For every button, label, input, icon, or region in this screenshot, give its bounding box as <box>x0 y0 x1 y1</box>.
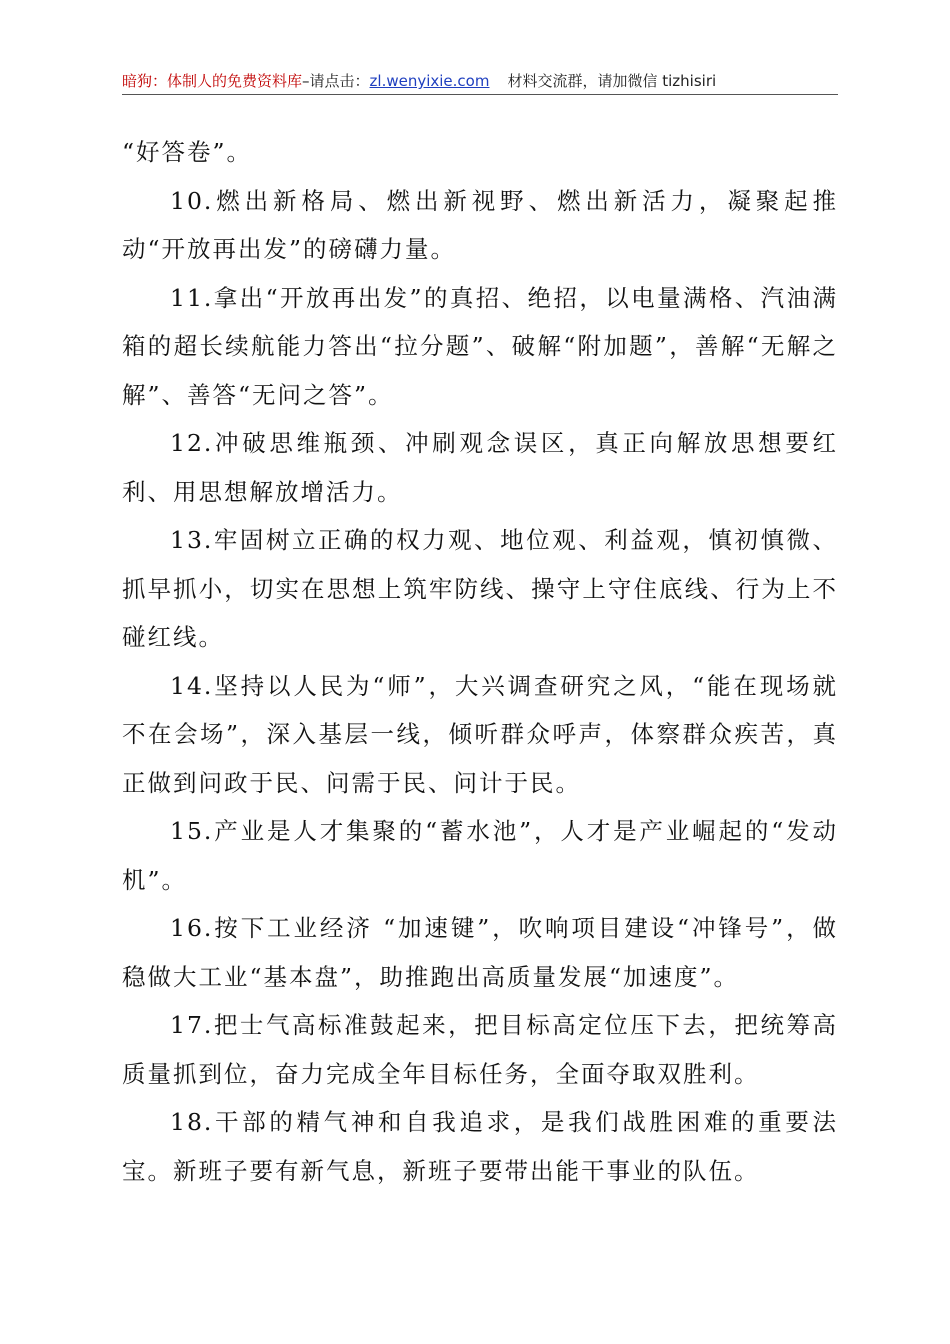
paragraph-item-15: 15.产业是人才集聚的“蓄水池”，人才是产业崛起的“发动机”。 <box>122 817 838 894</box>
paragraph-item-10: 10.燃出新格局、燃出新视野、燃出新活力，凝聚起推动“开放再出发”的磅礴力量。 <box>122 186 838 263</box>
paragraph-item-14: 14.坚持以人民为“师”，大兴调查研究之风，“能在现场就不在会场”，深入基层一线，倾听群众呼声，体察群众疾苦，真正做到问政于民、问需于民、问计于民。 <box>122 671 838 797</box>
paragraph-item-17: 17.把士气高标准鼓起来，把目标高定位压下去，把统筹高质量抓到位，奋力完成全年目标任务，全面夺取双胜利。 <box>122 1011 838 1088</box>
site-link[interactable]: zl.wenyixie.com <box>369 72 490 90</box>
paragraph-item-18: 18.干部的精气神和自我追求，是我们战胜困难的重要法宝。新班子要有新气息，新班子要带出能干事业的队伍。 <box>122 1108 838 1185</box>
paragraph-item-11: 11.拿出“开放再出发”的真招、绝招，以电量满格、汽油满箱的超长续航能力答出“拉分题”、破解“附加题”，善解“无解之解”、善答“无问之答”。 <box>122 283 838 409</box>
paragraph-continuation: “好答卷”。 <box>122 138 253 166</box>
document-body <box>122 128 838 1195</box>
click-prompt: –请点击： <box>302 72 370 90</box>
contact-text: 材料交流群，请加微信 tizhisiri <box>507 72 717 90</box>
page-header <box>122 70 838 95</box>
site-name: 暗狗：体制人的免费资料库 <box>122 72 303 90</box>
paragraph-item-12: 12.冲破思维瓶颈、冲刷观念误区，真正向解放思想要红利、用思想解放增活力。 <box>122 429 838 506</box>
paragraph-item-13: 13.牢固树立正确的权力观、地位观、利益观，慎初慎微、抓早抓小，切实在思想上筑牢防线、操守上守住底线、行为上不碰红线。 <box>122 526 838 651</box>
paragraph-item-16: 16.按下工业经济 “加速键”，吹响项目建设“冲锋号”，做稳做大工业“基本盘”，助推跑出高质量发展“加速度”。 <box>122 914 838 991</box>
